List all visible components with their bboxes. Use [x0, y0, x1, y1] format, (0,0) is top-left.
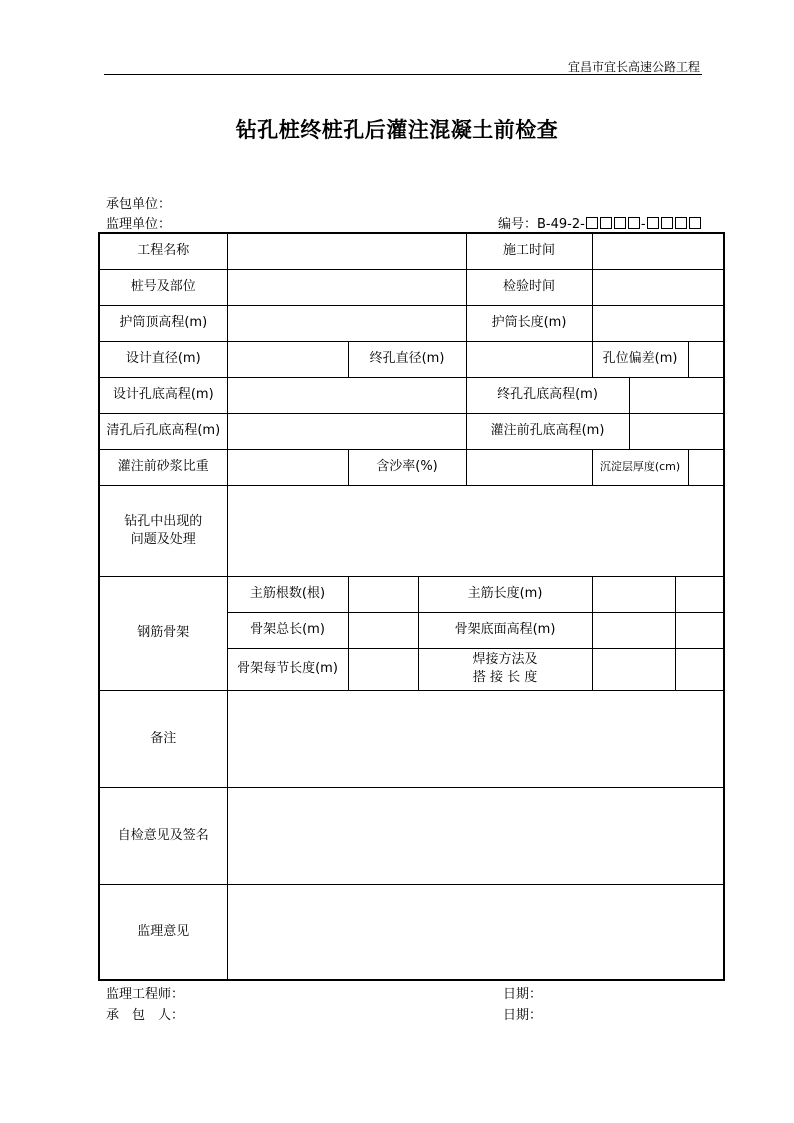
value-main-bar-length[interactable] — [593, 577, 676, 612]
label-hole-deviation: 孔位偏差(m) — [593, 342, 689, 377]
header-project-name: 宜昌市宜长高速公路工程 — [567, 60, 700, 74]
welding-value-cell — [592, 648, 724, 690]
value-design-diameter[interactable] — [227, 341, 348, 377]
code-box — [689, 217, 701, 229]
table-row — [99, 269, 724, 305]
table-row — [99, 449, 724, 485]
table-row — [99, 787, 724, 884]
value-sand-content[interactable] — [466, 449, 592, 485]
code-label: 编号：B-49-2- — [498, 217, 585, 232]
table-row — [99, 233, 724, 269]
value-main-bar-count[interactable] — [348, 576, 418, 612]
label-drilling-issues — [99, 485, 227, 576]
value-drilling-issues[interactable] — [227, 485, 724, 576]
label-self-check: 自检意见及签名 — [99, 787, 227, 884]
value-pre-pour-slurry-gravity[interactable] — [227, 449, 348, 485]
welding-line1: 焊接方法及 — [472, 652, 538, 667]
code-box — [675, 217, 687, 229]
label-cage-total-length: 骨架总长(m) — [227, 612, 348, 648]
value-design-bottom-elev[interactable] — [227, 377, 466, 413]
code-box — [661, 217, 673, 229]
label-pile-no-location: 桩号及部位 — [99, 269, 227, 305]
value-construction-time[interactable] — [592, 233, 724, 269]
value-pile-no-location[interactable] — [227, 269, 466, 305]
label-supervisor-opinion: 监理意见 — [99, 884, 227, 980]
value-cage-section-length[interactable] — [348, 648, 418, 690]
contractor-date-label: 日期： — [503, 1008, 543, 1023]
table-row — [99, 305, 724, 341]
value-cleaned-bottom-elev[interactable] — [227, 413, 466, 449]
code-box — [647, 217, 659, 229]
table-row — [99, 690, 724, 787]
table-row — [99, 413, 724, 449]
hole-deviation-cell — [592, 341, 724, 377]
label-main-bar-length: 主筋长度(m) — [418, 576, 592, 612]
engineer-date-label: 日期： — [503, 987, 543, 1002]
label-pre-pour-slurry-gravity: 灌注前砂浆比重 — [99, 449, 227, 485]
document-code — [498, 213, 702, 232]
value-final-bottom-elev[interactable] — [629, 377, 724, 413]
label-sediment-thickness: 沉淀层厚度(cm) — [593, 450, 689, 485]
code-box — [628, 217, 640, 229]
value-self-check[interactable] — [227, 787, 724, 884]
label-inspection-time: 检验时间 — [466, 269, 592, 305]
label-casing-length: 护筒长度(m) — [466, 305, 592, 341]
table-row — [99, 377, 724, 413]
label-pre-pour-bottom-elev: 灌注前孔底高程(m) — [466, 413, 629, 449]
sediment-thickness-cell — [592, 449, 724, 485]
contractor-signer-label: 承 包 人： — [106, 1008, 185, 1023]
label-main-bar-count: 主筋根数(根) — [227, 576, 348, 612]
code-box — [614, 217, 626, 229]
value-pre-pour-bottom-elev[interactable] — [629, 413, 724, 449]
header-divider — [104, 74, 702, 75]
label-cleaned-bottom-elev: 清孔后孔底高程(m) — [99, 413, 227, 449]
table-row — [99, 884, 724, 980]
value-supervisor-opinion[interactable] — [227, 884, 724, 980]
value-cage-total-length[interactable] — [348, 612, 418, 648]
label-cage-section-length: 骨架每节长度(m) — [227, 648, 348, 690]
table-row — [99, 485, 724, 576]
engineer-label: 监理工程师： — [106, 987, 185, 1002]
label-cage-bottom-elev: 骨架底面高程(m) — [418, 612, 592, 648]
label-remarks: 备注 — [99, 690, 227, 787]
value-inspection-time[interactable] — [592, 269, 724, 305]
label-design-diameter: 设计直径(m) — [99, 341, 227, 377]
code-box — [600, 217, 612, 229]
cage-bottom-elev-value-cell — [592, 612, 724, 648]
label-sand-content: 含沙率(%) — [348, 449, 466, 485]
label-casing-top-elev: 护筒顶高程(m) — [99, 305, 227, 341]
label-final-diameter: 终孔直径(m) — [348, 341, 466, 377]
label-final-bottom-elev: 终孔孔底高程(m) — [466, 377, 629, 413]
page-title: 钻孔桩终桩孔后灌注混凝土前检查 — [235, 117, 559, 142]
value-welding-lap[interactable] — [593, 649, 676, 690]
label-project-name: 工程名称 — [99, 233, 227, 269]
label-welding-lap — [418, 648, 592, 690]
value-cage-bottom-elev[interactable] — [593, 613, 676, 648]
value-final-diameter[interactable] — [466, 341, 592, 377]
code-box — [586, 217, 598, 229]
supervisor-unit-label: 监理单位： — [106, 217, 172, 232]
table-row — [99, 576, 724, 612]
value-casing-top-elev[interactable] — [227, 305, 466, 341]
value-casing-length[interactable] — [592, 305, 724, 341]
main-bar-length-value-cell — [592, 576, 724, 612]
contractor-unit-label: 承包单位： — [106, 197, 172, 212]
welding-line2: 搭 接 长 度 — [472, 670, 538, 685]
drilling-issues-line1: 钻孔中出现的 — [124, 513, 203, 529]
label-rebar-cage: 钢筋骨架 — [99, 576, 227, 690]
table-row — [99, 341, 724, 377]
drilling-issues-line2: 问题及处理 — [130, 531, 196, 547]
value-remarks[interactable] — [227, 690, 724, 787]
label-construction-time: 施工时间 — [466, 233, 592, 269]
value-project-name[interactable] — [227, 233, 466, 269]
inspection-form-table — [98, 232, 725, 981]
label-design-bottom-elev: 设计孔底高程(m) — [99, 377, 227, 413]
code-separator: - — [640, 217, 646, 232]
